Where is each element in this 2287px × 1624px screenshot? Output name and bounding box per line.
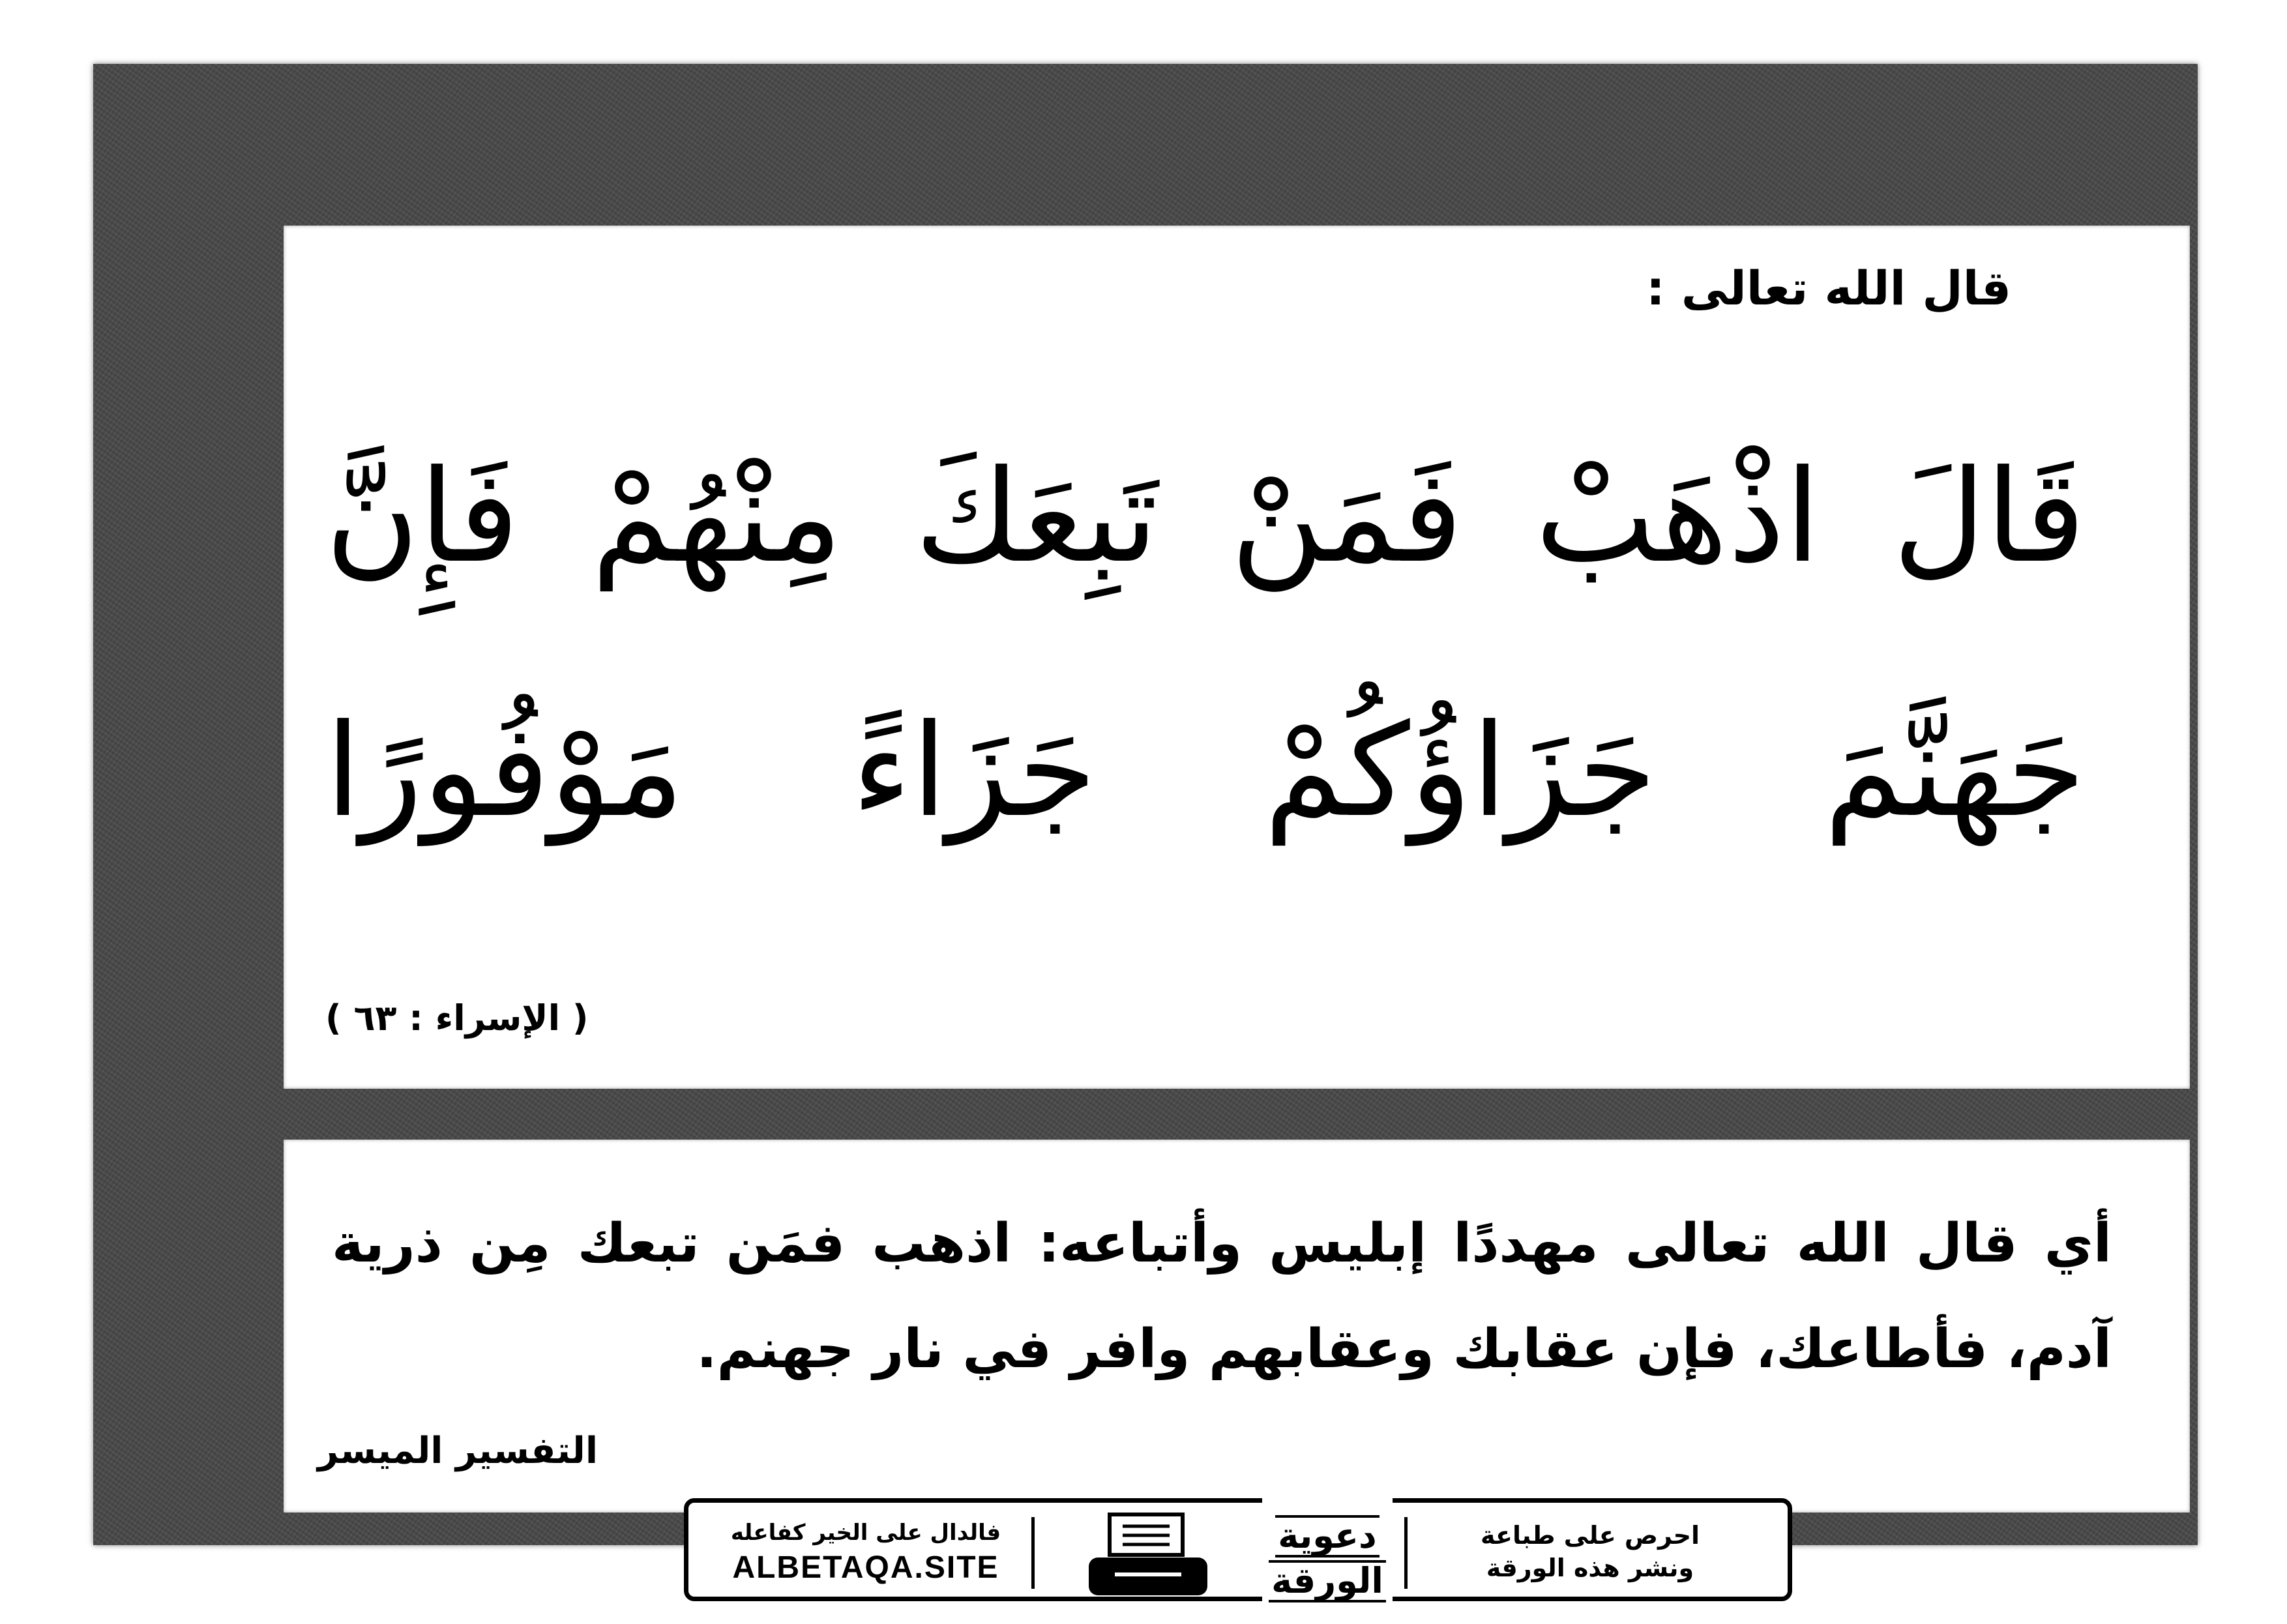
tafsir-panel [284, 1140, 2190, 1513]
print-call-line-1: احرص على طباعة [1480, 1521, 1700, 1550]
verse-intro: قال الله تعالى : [1645, 261, 2011, 316]
footer-motto: فالدال على الخير كفاعله [730, 1520, 1001, 1546]
verse-reference: ( الإسراء : ٦٣ ) [325, 997, 589, 1039]
logo-word-2: الورقة [1269, 1560, 1386, 1602]
verse-line-1: قَالَ اذْهَبْ فَمَنْ تَبِعَكَ مِنْهُمْ فَإِنَّ [325, 443, 2086, 591]
footer-banner [684, 1498, 1792, 1601]
verse-panel [284, 226, 2190, 1089]
tafsir-source: التفسير الميسر [317, 1430, 598, 1472]
site-url[interactable]: ALBETAQA.SITE [732, 1550, 999, 1585]
logo-word-1: دعوية [1275, 1515, 1379, 1558]
dark-frame [93, 64, 2198, 1601]
printer-icon [1086, 1512, 1210, 1598]
print-call-line-2: ونشر هذه الورقة [1486, 1554, 1694, 1582]
footer-site-box [700, 1517, 1035, 1589]
dawa-logo [1262, 1494, 1393, 1624]
tafsir-line-1: أي قال الله تعالى مهددًا إبليس وأتباعه: اذهب فمَن تبعك مِن ذرية [332, 1213, 2112, 1275]
footer-print-box [1404, 1517, 1773, 1589]
verse-line-2: جَهَنَّمَ جَزَاؤُكُمْ جَزَاءً مَوْفُورًا [325, 697, 2086, 846]
tafsir-line-2: آدم، فأطاعك، فإن عقابك وعقابهم وافر في نار جهنم. [696, 1318, 2112, 1380]
